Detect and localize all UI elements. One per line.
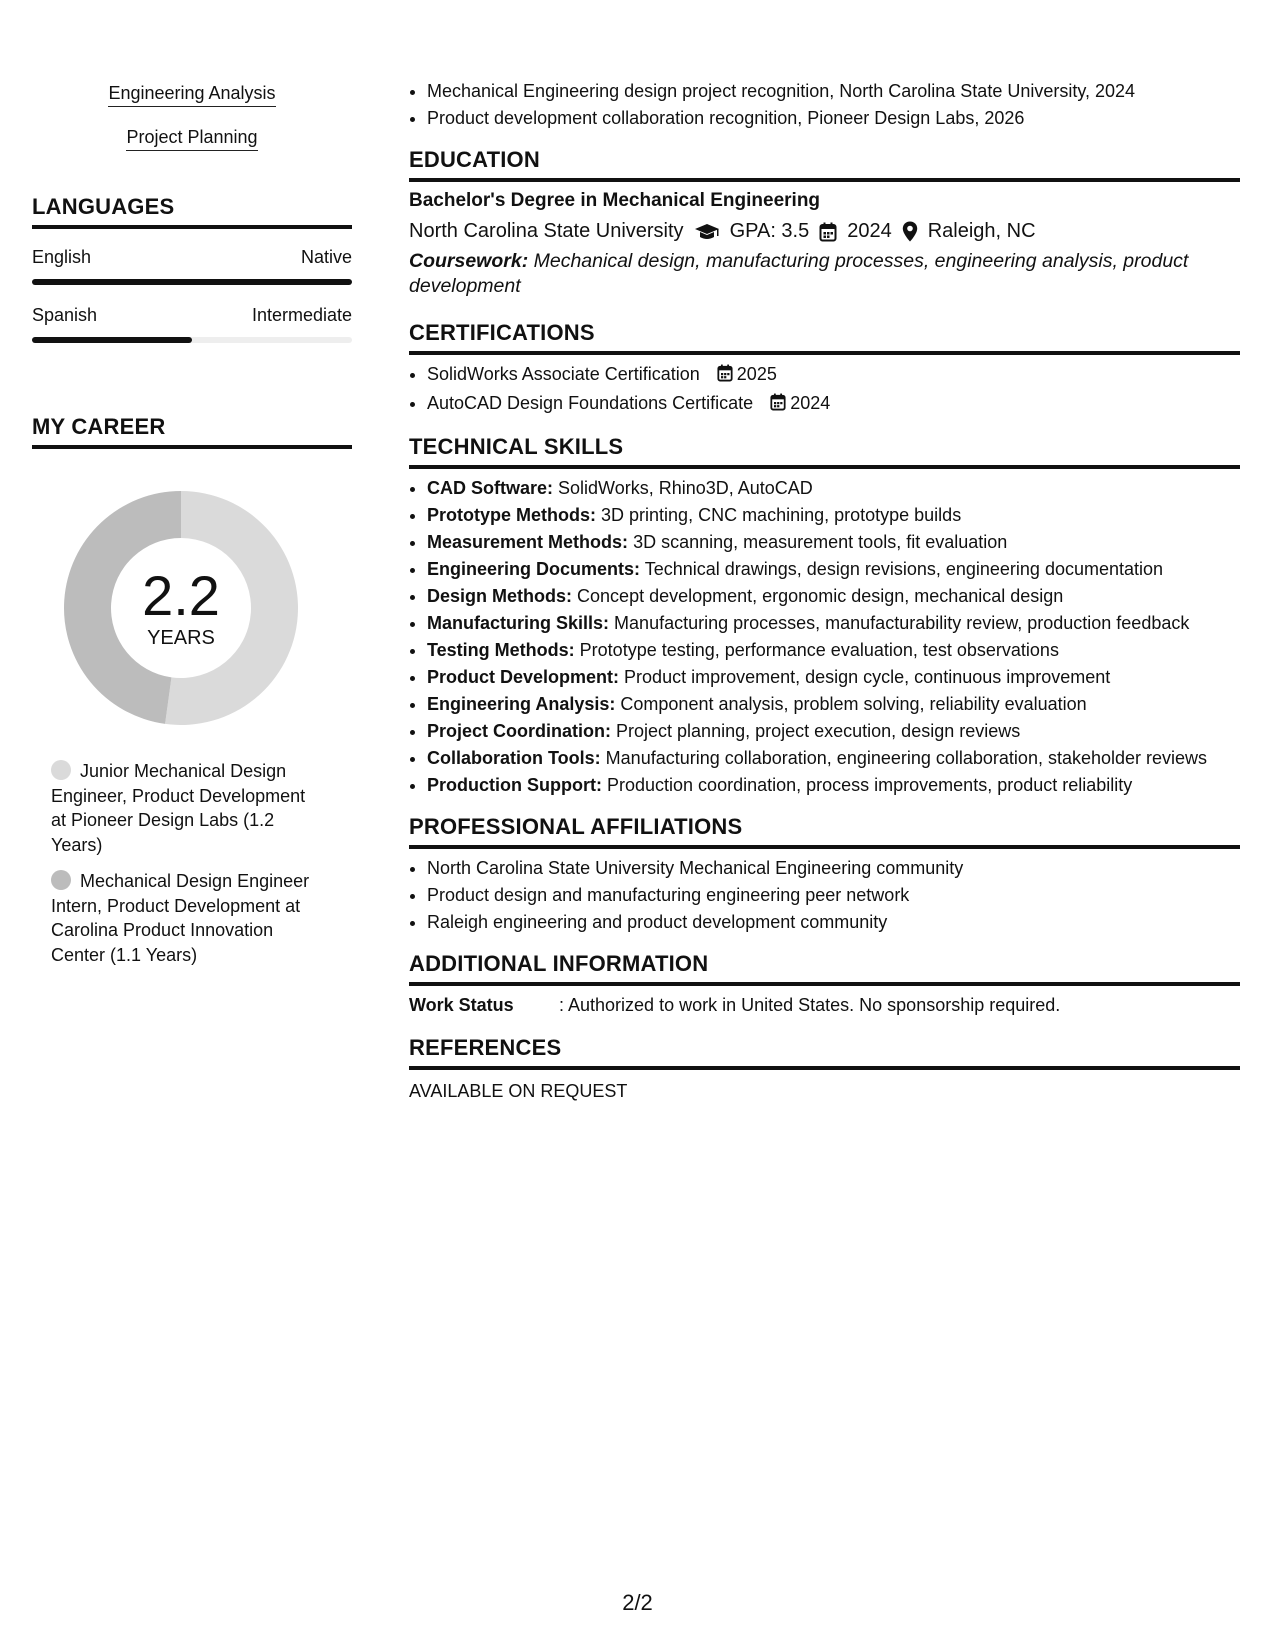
technical-skill-value: 3D scanning, measurement tools, fit evaluation <box>633 532 1008 552</box>
technical-skills-list <box>409 475 1240 799</box>
technical-skill-label: Manufacturing Skills: <box>427 613 610 633</box>
technical-skill-label: Project Coordination: <box>427 721 611 741</box>
language-bar <box>32 337 352 343</box>
technical-skill-item <box>427 664 1240 691</box>
language-bar-fill <box>32 279 352 285</box>
education-section <box>409 146 1240 299</box>
section-title-technical-skills: TECHNICAL SKILLS <box>409 433 1240 469</box>
technical-skill-label: CAD Software: <box>427 478 554 498</box>
technical-skill-item <box>427 610 1240 637</box>
technical-skill-value: Technical drawings, design revisions, engineering documentation <box>644 559 1164 579</box>
education-details <box>409 220 1240 243</box>
work-status-value: : Authorized to work in United States. No sponsorship required. <box>559 995 1061 1015</box>
career-legend <box>51 759 321 967</box>
certification-name: SolidWorks Associate Certification <box>427 364 700 384</box>
technical-skill-item <box>427 637 1240 664</box>
career-legend-item <box>51 869 321 967</box>
section-title-education: EDUCATION <box>409 146 1240 182</box>
coursework-label: Coursework: <box>409 250 529 272</box>
technical-skill-item <box>427 718 1240 745</box>
technical-skill-value: Manufacturing collaboration, engineering collaboration, stakeholder reviews <box>605 748 1208 768</box>
school-name: North Carolina State University <box>409 220 684 242</box>
technical-skill-item <box>427 745 1240 772</box>
technical-skill-value: SolidWorks, Rhino3D, AutoCAD <box>558 478 813 498</box>
award-item: • Mechanical Engineering design project recognition, North Carolina State University, 2024 <box>427 78 1240 105</box>
technical-skill-label: Production Support: <box>427 775 602 795</box>
certification-year: 2024 <box>790 393 831 413</box>
degree-title: Bachelor's Degree in Mechanical Engineering <box>409 190 821 211</box>
calendar-icon <box>717 363 733 390</box>
award-item: • Product development collaboration recognition, Pioneer Design Labs, 2026 <box>427 105 1240 132</box>
skill-tag <box>32 126 352 151</box>
left-column <box>32 82 352 979</box>
technical-skill-item <box>427 556 1240 583</box>
section-title-references: REFERENCES <box>409 1034 1240 1070</box>
references-text: AVAILABLE ON REQUEST <box>409 1081 628 1101</box>
work-status-row <box>409 995 1240 1016</box>
right-column <box>409 78 1240 1102</box>
additional-info-section <box>409 950 1240 1016</box>
language-entry <box>32 305 352 343</box>
section-title-languages: LANGUAGES <box>32 193 352 229</box>
school-location: Raleigh, NC <box>927 220 1036 242</box>
section-title-additional-info: ADDITIONAL INFORMATION <box>409 950 1240 986</box>
calendar-icon <box>770 392 786 419</box>
legend-dot-icon <box>51 870 71 890</box>
skill-tag-label: Engineering Analysis <box>108 82 275 107</box>
career-donut-chart <box>56 483 306 733</box>
legend-dot-icon <box>51 760 71 780</box>
certifications-list <box>409 361 1240 419</box>
technical-skill-value: Product improvement, design cycle, continuous improvement <box>624 667 1111 687</box>
affiliation-item: • Raleigh engineering and product development community <box>427 909 1240 936</box>
technical-skill-label: Measurement Methods: <box>427 532 629 552</box>
technical-skill-item <box>427 475 1240 502</box>
certification-item <box>427 390 1240 419</box>
affiliation-item: • Product design and manufacturing engineering peer network <box>427 882 1240 909</box>
technical-skill-item <box>427 529 1240 556</box>
language-level: Native <box>300 247 352 267</box>
career-legend-text: Mechanical Design Engineer Intern, Product Development at Carolina Product Innovation Center (1.1 Years) <box>51 871 310 965</box>
affiliations-section <box>409 813 1240 936</box>
language-entry <box>32 247 352 285</box>
language-bar-fill <box>32 337 192 343</box>
location-pin-icon <box>902 221 918 242</box>
technical-skill-item <box>427 772 1240 799</box>
technical-skill-label: Testing Methods: <box>427 640 575 660</box>
certification-year: 2025 <box>736 364 777 384</box>
section-title-certifications: CERTIFICATIONS <box>409 319 1240 355</box>
coursework-text: Mechanical design, manufacturing processes, engineering analysis, product development <box>409 250 1189 297</box>
career-years-unit: YEARS <box>147 626 215 649</box>
language-name: Spanish <box>32 305 98 325</box>
graduation-cap-icon <box>694 223 720 241</box>
certification-name: AutoCAD Design Foundations Certificate <box>427 393 754 413</box>
career-legend-item <box>51 759 321 857</box>
technical-skill-label: Engineering Analysis: <box>427 694 616 714</box>
career-legend-text: Junior Mechanical Design Engineer, Product Development at Pioneer Design Labs (1.2 Years) <box>51 761 306 855</box>
technical-skill-value: Prototype testing, performance evaluation, test observations <box>579 640 1059 660</box>
references-section <box>409 1034 1240 1102</box>
language-level: Intermediate <box>251 305 352 325</box>
technical-skill-value: Production coordination, process improvements, product reliability <box>607 775 1133 795</box>
technical-skill-value: Component analysis, problem solving, reliability evaluation <box>620 694 1087 714</box>
calendar-icon <box>819 222 837 242</box>
affiliations-list <box>409 855 1240 936</box>
coursework <box>409 249 1240 299</box>
section-title-affiliations: PROFESSIONAL AFFILIATIONS <box>409 813 1240 849</box>
gpa: GPA: 3.5 <box>729 220 810 242</box>
affiliation-item: • North Carolina State University Mechanical Engineering community <box>427 855 1240 882</box>
technical-skill-item <box>427 691 1240 718</box>
technical-skill-label: Engineering Documents: <box>427 559 641 579</box>
technical-skill-value: Concept development, ergonomic design, mechanical design <box>577 586 1064 606</box>
career-total-years: 2.2 <box>142 563 220 627</box>
technical-skills-section <box>409 433 1240 799</box>
technical-skill-value: Project planning, project execution, design reviews <box>616 721 1021 741</box>
language-name: English <box>32 247 92 267</box>
certifications-section <box>409 319 1240 419</box>
skill-tag <box>32 82 352 107</box>
page-number: 2/2 <box>622 1590 653 1615</box>
certification-item <box>427 361 1240 390</box>
technical-skill-label: Collaboration Tools: <box>427 748 601 768</box>
language-bar <box>32 279 352 285</box>
technical-skill-label: Prototype Methods: <box>427 505 596 525</box>
career-section <box>32 413 352 967</box>
technical-skill-item <box>427 502 1240 529</box>
skill-tag-label: Project Planning <box>126 126 257 151</box>
technical-skill-value: Manufacturing processes, manufacturability review, production feedback <box>614 613 1190 633</box>
donut-center <box>56 483 306 733</box>
section-title-career: MY CAREER <box>32 413 352 449</box>
graduation-year: 2024 <box>847 220 892 242</box>
technical-skill-label: Design Methods: <box>427 586 573 606</box>
work-status-label: Work Status <box>409 995 514 1015</box>
technical-skill-label: Product Development: <box>427 667 620 687</box>
languages-section <box>32 193 352 343</box>
awards-list <box>409 78 1240 132</box>
technical-skill-value: 3D printing, CNC machining, prototype builds <box>601 505 962 525</box>
technical-skill-item <box>427 583 1240 610</box>
